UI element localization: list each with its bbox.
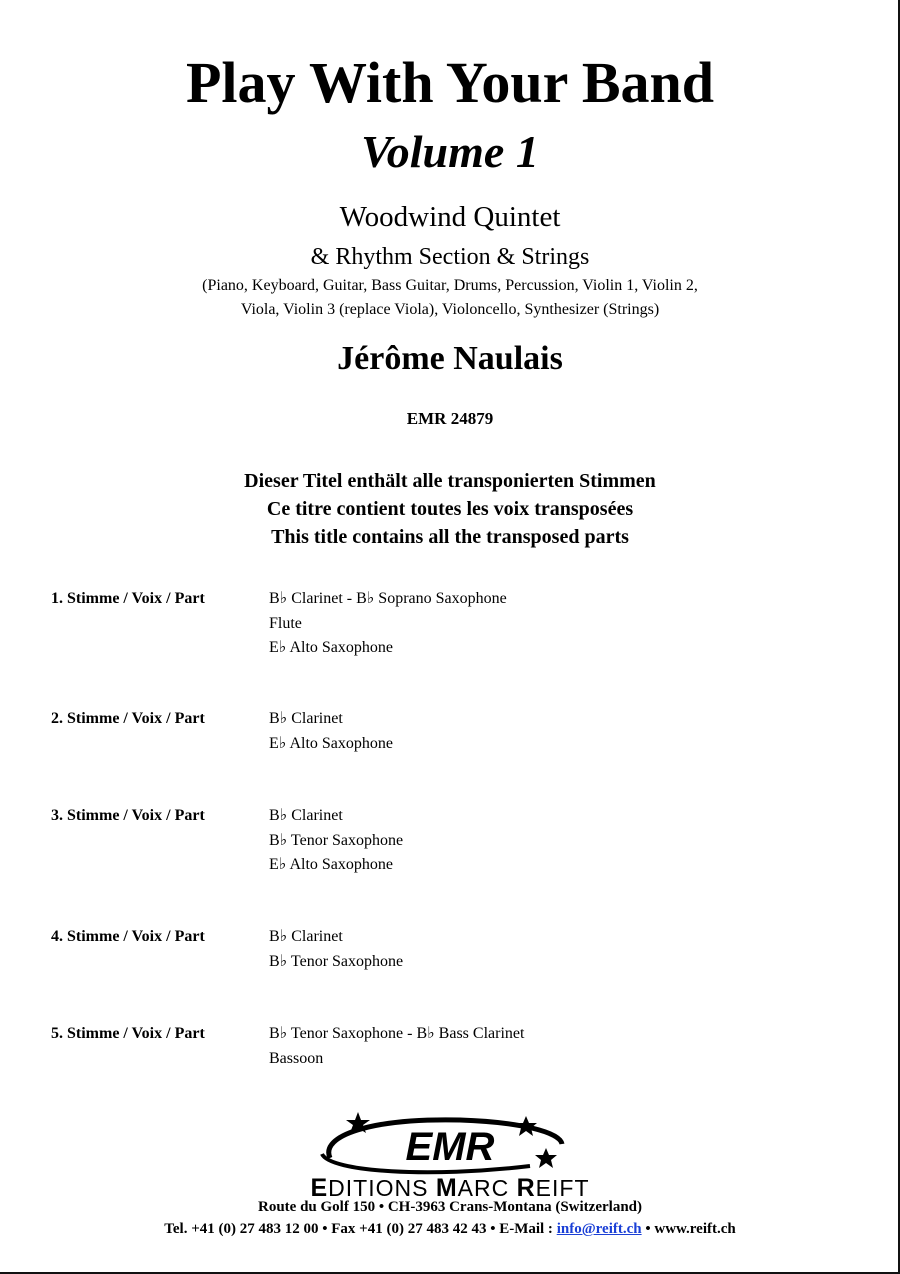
instrument: B♭ Clarinet [269,710,343,727]
part-label: 4. Stimme / Voix / Part [51,928,205,945]
instrument: E♭ Alto Saxophone [269,856,393,873]
publisher-name-arc: ARC [457,1175,517,1201]
rhythm-section: & Rhythm Section & Strings [310,244,590,270]
publisher-contact [0,1218,900,1240]
transposition-note-de: Dieser Titel enthält alle transponierten Stimmen [244,470,656,492]
volume-subtitle: Volume 1 [361,126,539,177]
instrument: B♭ Tenor Saxophone [269,952,404,970]
instrument: B♭ Clarinet [269,807,343,824]
instrumentation-line-1: (Piano, Keyboard, Guitar, Bass Guitar, Drums, Percussion, Violin 1, Violin 2, [202,277,698,294]
contact-phone-fax: Tel. +41 (0) 27 483 12 00 • Fax +41 (0) 27 483 42 43 • E-Mail : [164,1221,557,1237]
instrument: E♭ Alto Saxophone [269,734,393,752]
part-label: 3. Stimme / Voix / Part [51,807,205,824]
emr-logo [300,1108,600,1180]
publisher-name-m: M [435,1174,458,1202]
instrument: Bassoon [269,1049,324,1067]
part-label: 2. Stimme / Voix / Part [51,710,205,727]
title: Play With Your Band [185,50,715,115]
part-label: 1. Stimme / Voix / Part [51,590,205,607]
instrument: Flute [269,614,302,632]
transposition-note-en: This title contains all the transposed parts [271,526,629,548]
catalog-code: EMR 24879 [406,409,494,428]
email-link[interactable]: info@reift.ch [556,1221,642,1237]
transposition-note-fr: Ce titre contient toutes les voix transposées [266,498,634,520]
part-instrument-list [269,925,403,974]
part-instrument-list [269,707,393,756]
part-instrument-list [269,1022,524,1071]
logo-star-right-bottom [535,1148,557,1168]
ensemble: Woodwind Quintet [339,201,561,233]
instrumentation-line-2: Viola, Violin 3 (replace Viola), Violoncello, Synthesizer (Strings) [240,301,660,318]
instrument: E♭ Alto Saxophone [269,639,393,656]
contact-website: • www.reift.ch [641,1221,736,1237]
instrument: B♭ Clarinet - B♭ Soprano Saxophone [269,590,507,607]
publisher-address: Route du Golf 150 • CH-3963 Crans-Montana (Switzerland) [258,1199,642,1215]
part-label: 5. Stimme / Voix / Part [51,1025,205,1042]
instrument: B♭ Tenor Saxophone [269,831,404,849]
logo-text: EMR [405,1125,495,1169]
composer: Jérôme Naulais [337,340,563,377]
publisher-name-eift: EIFT [535,1175,590,1201]
publisher-name-ditions: DITIONS [328,1175,436,1201]
instrument: B♭ Clarinet [269,928,343,945]
instrument: B♭ Tenor Saxophone - B♭ Bass Clarinet [269,1025,525,1042]
publisher-name-r: R [516,1174,536,1202]
publisher-name-e: E [310,1174,329,1202]
part-instrument-list [269,804,403,878]
part-instrument-list [269,587,507,661]
